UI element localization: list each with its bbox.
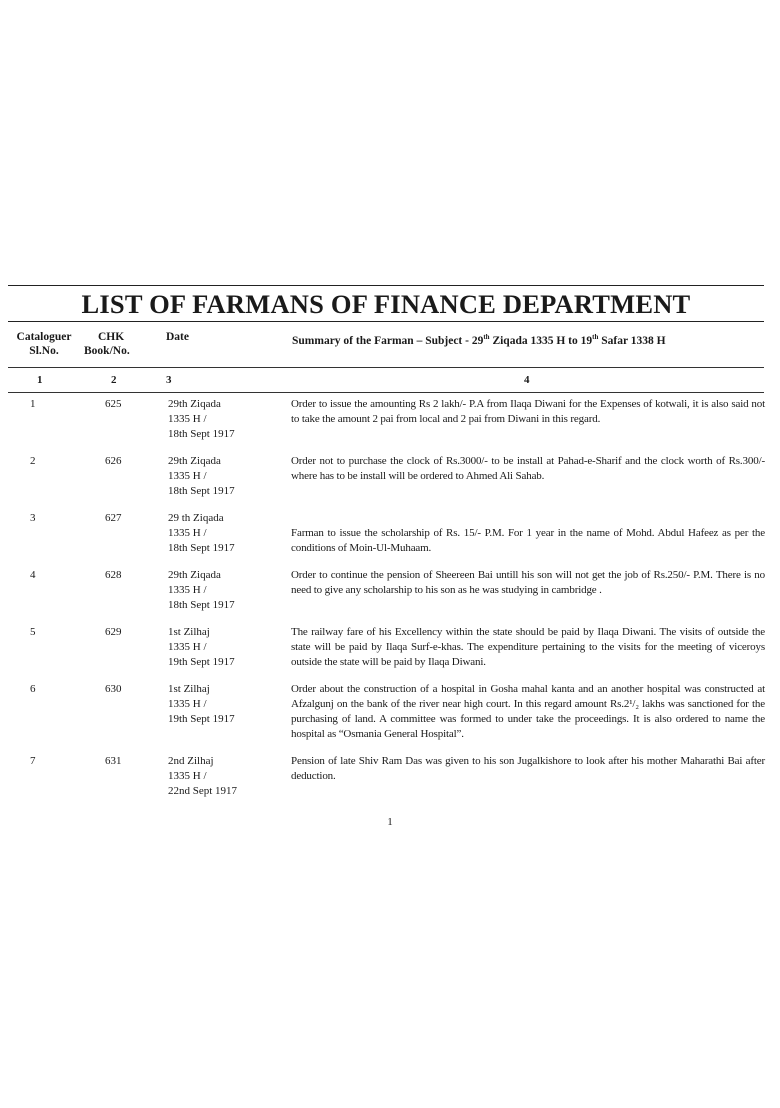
cell-chk-no: 625 — [105, 398, 122, 410]
cell-date — [168, 511, 278, 556]
cell-sl-no: 4 — [30, 569, 36, 581]
date-line: 1335 H / — [168, 584, 207, 596]
column-header-summary-sup2: th — [592, 333, 599, 341]
date-line: 2nd Zilhaj — [168, 755, 214, 767]
table-row — [0, 682, 780, 754]
cell-sl-no: 1 — [30, 398, 36, 410]
column-header-date: Date — [166, 331, 189, 343]
column-header-summary — [292, 330, 666, 348]
column-header-cataloguer-line1: Cataloguer — [16, 331, 72, 343]
cell-sl-no: 2 — [30, 455, 36, 467]
date-line: 1335 H / — [168, 413, 207, 425]
cell-summary: Order to continue the pension of Sheereen Bai untill his son will not get the job of Rs.250/- P.M. There is no need to give any scholarship to his son as he was studying in cambridge . — [291, 569, 765, 596]
cell-summary: Order about the construction of a hospital in Gosha mahal kanta and an another hospital was constructed at Afzalgunj on the bank of the river near high court. In this regard amount Rs.2¹/₂ lakhs was sanctioned for the purchasing of land. A committee was formed to under take the proceedings. It is also ordered to name the hospital as “Osmania General Hospital”. — [291, 683, 765, 740]
column-header-summary-sup1: th — [483, 333, 490, 341]
column-header-summary-prefix: Summary of the Farman – Subject - 29 — [292, 334, 484, 347]
column-header-chk — [84, 330, 144, 358]
document-title: LIST OF FARMANS OF FINANCE DEPARTMENT — [81, 289, 691, 319]
table-row — [0, 397, 780, 454]
cell-summary: The railway fare of his Excellency within the state should be paid by Ilaqa Diwani. The visits of outside the state will be paid by Ilaqa Surf-e-khas. The expenditure pertaining to the visits for the meeting of viceroys outside the state will be paid by Ilaqa Diwani. — [291, 626, 765, 668]
date-line: 1st Zilhaj — [168, 626, 210, 638]
date-line: 29th Ziqada — [168, 569, 221, 581]
column-number-3: 3 — [166, 374, 172, 386]
column-number-4: 4 — [524, 374, 530, 386]
cell-date — [168, 754, 278, 799]
cell-chk-no: 629 — [105, 626, 122, 638]
date-line: 1335 H / — [168, 770, 207, 782]
table-row — [0, 754, 780, 811]
column-header-summary-mid: Ziqada 1335 H to 19 — [489, 334, 593, 347]
column-header-cataloguer — [10, 330, 78, 358]
cell-date — [168, 397, 278, 442]
column-number-1: 1 — [37, 374, 43, 386]
column-number-2: 2 — [111, 374, 117, 386]
date-line: 19th Sept 1917 — [168, 713, 235, 725]
cell-date — [168, 568, 278, 613]
cell-chk-no: 631 — [105, 755, 122, 767]
page-number: 1 — [387, 816, 393, 828]
cell-sl-no: 5 — [30, 626, 36, 638]
column-header-cataloguer-line2: Sl.No. — [29, 345, 59, 357]
table-row — [0, 454, 780, 511]
cell-sl-no: 7 — [30, 755, 36, 767]
cell-summary: Order to issue the amounting Rs 2 lakh/- P.A from Ilaqa Diwani for the Expenses of kotwali, it is also said not to take the amount 2 pai from local and 2 pai from Diwani in this regard. — [291, 398, 765, 425]
cell-chk-no: 628 — [105, 569, 122, 581]
cell-date — [168, 682, 278, 727]
cell-summary: Order not to purchase the clock of Rs.3000/- to be install at Pahad-e-Sharif and the clock worth of Rs.300/- where has to be install will be ordered to Ahmed Ali Sahab. — [291, 455, 765, 482]
date-line: 18th Sept 1917 — [168, 542, 235, 554]
cell-chk-no: 627 — [105, 512, 122, 524]
date-line: 1st Zilhaj — [168, 683, 210, 695]
column-number-rule — [8, 392, 764, 393]
table-body — [0, 397, 780, 811]
table-row — [0, 568, 780, 625]
date-line: 1335 H / — [168, 698, 207, 710]
date-line: 18th Sept 1917 — [168, 428, 235, 440]
date-line: 18th Sept 1917 — [168, 485, 235, 497]
cell-chk-no: 626 — [105, 455, 122, 467]
date-line: 29 th Ziqada — [168, 512, 224, 524]
date-line: 29th Ziqada — [168, 398, 221, 410]
cell-date — [168, 454, 278, 499]
date-line: 1335 H / — [168, 641, 207, 653]
cell-summary: Farman to issue the scholarship of Rs. 15/- P.M. For 1 year in the name of Mohd. Abdul Hafeez as per the conditions of Moin-Ul-Muhaam. — [291, 527, 765, 554]
cell-date — [168, 625, 278, 670]
title-rule — [8, 321, 764, 322]
date-line: 29th Ziqada — [168, 455, 221, 467]
column-header-chk-line1: CHK — [98, 331, 125, 343]
date-line: 18th Sept 1917 — [168, 599, 235, 611]
cell-sl-no: 6 — [30, 683, 36, 695]
header-bottom-rule — [8, 367, 764, 368]
table-row — [0, 625, 780, 682]
column-header-summary-suffix: Safar 1338 H — [598, 334, 666, 347]
date-line: 22nd Sept 1917 — [168, 785, 238, 797]
cell-summary: Pension of late Shiv Ram Das was given to his son Jugalkishore to look after his mother Maharathi Bai after deduction. — [291, 755, 765, 782]
table-row — [0, 511, 780, 568]
date-line: 1335 H / — [168, 527, 207, 539]
date-line: 1335 H / — [168, 470, 207, 482]
column-header-chk-line2: Book/No. — [84, 345, 130, 357]
cell-sl-no: 3 — [30, 512, 36, 524]
date-line: 19th Sept 1917 — [168, 656, 235, 668]
cell-chk-no: 630 — [105, 683, 122, 695]
